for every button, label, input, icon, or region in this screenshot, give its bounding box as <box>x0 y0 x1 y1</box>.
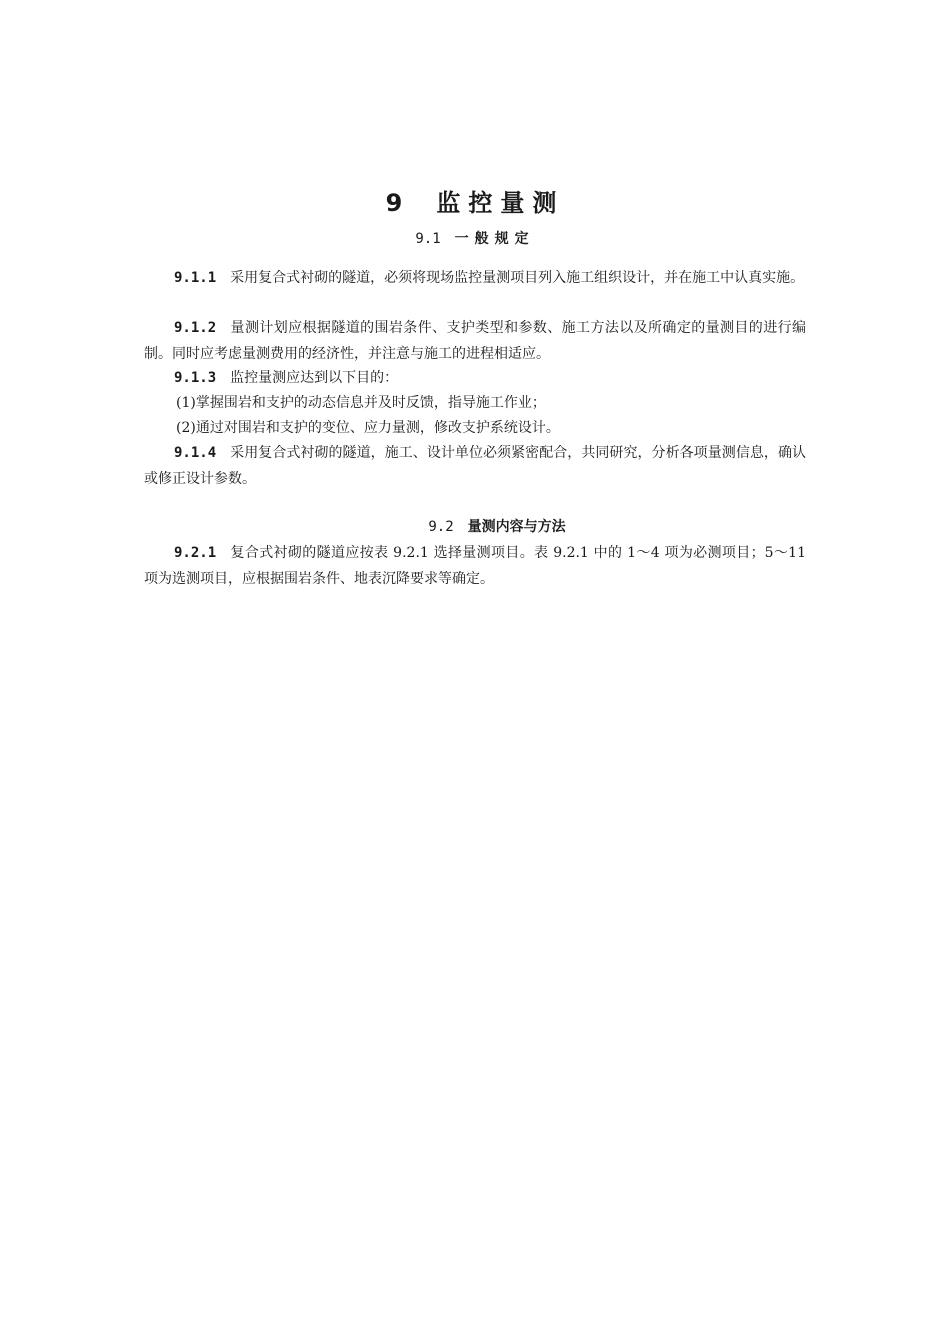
section-title-9-2 <box>22 516 950 536</box>
list-item: (2)通过对围岩和支护的变位、应力量测，修改支护系统设计。 <box>176 420 560 436</box>
clause-9-1-3 <box>144 365 806 391</box>
clause-text: 复合式衬砌的隧道应按表 9.2.1 选择量测项目。表 9.2.1 中的 1～4 项为必测项目；5～11 项为选测项目，应根据围岩条件、地表沉降要求等确定。 <box>144 545 806 587</box>
clause-number: 9.1.3 <box>174 370 217 386</box>
clause-text: 采用复合式衬砌的隧道，必须将现场监控量测项目列入施工组织设计，并在施工中认真实施。 <box>230 270 805 286</box>
clause-text: 采用复合式衬砌的隧道，施工、设计单位必须紧密配合，共同研究，分析各项量测信息，确认或修正设计参数。 <box>144 445 806 487</box>
clause-9-1-2 <box>144 315 806 367</box>
list-item: (1)掌握围岩和支护的动态信息并及时反馈，指导施工作业； <box>176 395 546 411</box>
section-number: 9.2 <box>428 519 454 535</box>
section-number: 9.1 <box>415 231 441 247</box>
chapter-title-text: 监控量测 <box>436 189 565 217</box>
clause-9-1-1 <box>144 265 806 291</box>
clause-text: 量测计划应根据隧道的围岩条件、支护类型和参数、施工方法以及所确定的量测目的进行编制。同时应考虑量测费用的经济性，并注意与施工的进程相适应。 <box>144 320 806 362</box>
section-title-text: 一般规定 <box>454 231 535 247</box>
chapter-number: 9 <box>385 189 403 217</box>
clause-number: 9.1.2 <box>174 320 217 336</box>
clause-number: 9.1.4 <box>174 445 217 461</box>
clause-number: 9.1.1 <box>174 270 217 286</box>
clause-text: 监控量测应达到以下目的： <box>230 370 399 386</box>
section-title-text: 量测内容与方法 <box>467 519 566 535</box>
clause-number: 9.2.1 <box>174 545 217 561</box>
clause-9-1-4 <box>144 440 806 492</box>
section-title-9-1 <box>0 228 950 248</box>
chapter-title <box>0 183 950 218</box>
clause-9-2-1 <box>144 540 806 592</box>
